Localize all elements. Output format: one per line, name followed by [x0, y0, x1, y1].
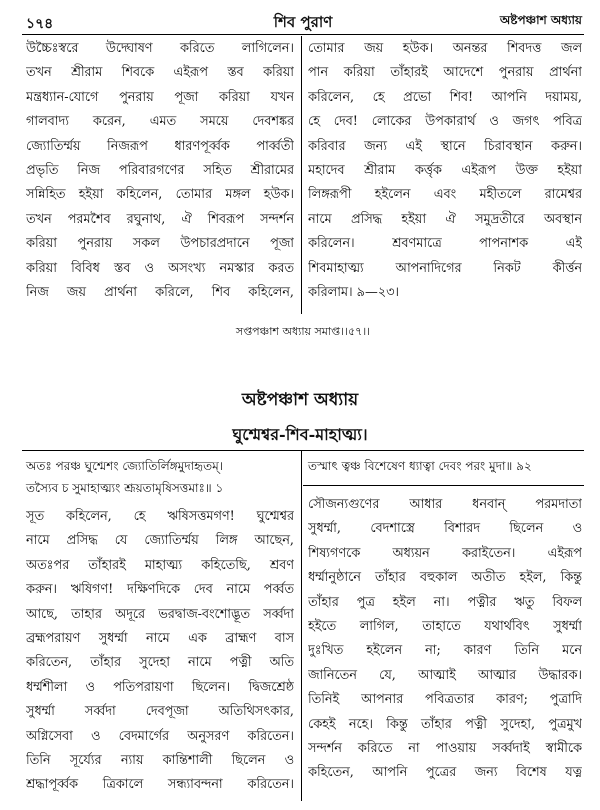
text-line: শিষ্যগণকে অধ্যয়ন করাইতেন। এইরূপ — [308, 545, 582, 561]
text-line: তাঁহার পুত্র হইল না। পত্নীর ঋতু বিফল — [308, 594, 582, 610]
text-line: গালবাদ্য করেন, এমত সময়ে দেবশঙ্কর — [26, 114, 294, 130]
text-line: কহিতেন, আপনি পুত্রের জন্য বিশেষ যত্ন — [308, 765, 582, 781]
text-line: নিজ জয় প্রার্থনা করিলে, শিব কহিলেন, — [26, 284, 294, 300]
shloka-line: তস্যৈব চ সুমাহাত্ম্যং শ্রূয়তামৃষিসত্তমাঃ॥ ১ — [26, 481, 224, 495]
top-right-column — [308, 37, 582, 305]
text-line: হে দেব! লোকের উপকারার্থ ও জগৎ পবিত্র — [308, 114, 582, 130]
text-line: তিনিই আপনার পবিত্রতার কারণ; পুত্রাদি — [308, 692, 582, 708]
section-rule — [22, 450, 584, 451]
page-number: ১৭৪ — [26, 16, 54, 32]
text-line: জ্যোতির্ম্ময় নিজরূপ ধারণপূর্ব্বক পার্ব্বতী — [26, 138, 294, 154]
text-line: শিবমাহাত্ম্য আপনাদিগের নিকট কীর্ত্তন — [308, 260, 582, 276]
text-line: সন্নিহিত হইয়া কহিলেন, তোমার মঙ্গল হউক। — [26, 187, 294, 203]
text-line: সূত কহিলেন, হে ঋষিসত্তমগণ! ঘুশ্মেশ্বর — [26, 509, 294, 524]
text-line: ধর্ম্মশীলা ও পতিপরায়ণা ছিলেন। দ্বিজশ্রেষ্ঠ — [26, 679, 294, 695]
column-divider-top — [301, 36, 302, 314]
text-line: অগ্নিসেবা ও বেদমার্গের অনুসরণ করিতেন। — [26, 728, 294, 744]
text-line: হইতে লাগিল, তাহাতে যথার্থবিৎ সুধর্ম্মা — [308, 618, 582, 634]
right-shloka-rule — [303, 485, 584, 486]
text-line: লিঙ্গরূপী হইলেন এবং মহীতলে রামেশ্বর — [308, 187, 582, 203]
text-line: করিয়া বিবিধ স্তব ও অসংখ্য নমস্কার করত — [26, 260, 294, 276]
text-line: সুধর্ম্মা সর্ব্বদা দেবপূজা অতিথিসৎকার, — [26, 704, 294, 720]
text-line: মহাদেব শ্রীরাম কর্ত্তৃক এইরূপ উক্ত হইয়া — [308, 162, 582, 178]
column-divider-bottom — [301, 451, 302, 801]
text-line: তোমার জয় হউক। অনন্তর শিবদত্ত জল — [308, 41, 582, 56]
page-header — [22, 6, 584, 34]
text-line: সৌজন্যগুণের আধার ধনবান্ পরমদাতা — [308, 497, 582, 512]
chapter-subtitle: ঘুশ্মেশ্বর-শিব-মাহাত্ম্য। — [232, 425, 368, 444]
text-line: উচ্চৈঃস্বরে উদ্ঘোষণ করিতে লাগিলেন। — [26, 41, 294, 56]
chapter-title: অষ্টপঞ্চাশ অধ্যায় — [241, 390, 359, 410]
text-line: দুঃখিত হইলেন না; কারণ তিনি মনে — [308, 643, 582, 659]
text-line: করিবার জন্য এই স্থানে চিরাবস্থান করুন। — [308, 138, 582, 154]
bottom-right-column — [308, 493, 582, 786]
book-title: শিব পুরাণ — [273, 13, 333, 31]
text-line: আছে, তাহার অদূরে ভরদ্বাজ-বংশোদ্ভূত সর্ব্বদা — [26, 606, 294, 622]
text-line: জানিতেন যে, আত্মাই আত্মার উদ্ধারক। — [308, 667, 582, 683]
text-line: তখন পরমশৈব রঘুনাথ, ঐ শিবরূপ সন্দর্শন — [26, 211, 294, 227]
text-line: তিনি সূর্য্যের ন্যায় কান্তিশালী ছিলেন ও — [26, 752, 294, 768]
text-line: করিলেন। শ্রবণমাত্রে পাপনাশক এই — [308, 236, 582, 252]
text-line: করিলেন, হে প্রভো শিব! আপনি দয়াময়, — [308, 89, 582, 105]
shloka-line: অতঃ পরঞ্চ ঘুশ্মেশং জ্যোতির্লিঙ্গমুদাহৃতম্‌। — [26, 459, 224, 473]
text-line: করিতেন, তাঁহার সুদেহা নামে পত্নী অতি — [26, 655, 294, 671]
text-line: নামে প্রসিদ্ধ যে জ্যোতির্ম্ময় লিঙ্গ আছেন, — [26, 533, 294, 549]
shloka-line: তস্মাৎ ত্বঞ্চ বিশেষেণ ধ্যাত্বা দেবং পরং মুদা॥ ৯২ — [308, 459, 532, 473]
header-rule — [22, 34, 584, 35]
running-chapter-title: অষ্টপঞ্চাশ অধ্যায় — [499, 13, 582, 27]
text-line: করিয়া পুনরায় সকল উপচারপ্রদানে পূজা — [26, 236, 294, 252]
text-line: তখন শ্রীরাম শিবকে এইরূপ স্তব করিয়া — [26, 65, 294, 81]
text-line: অতঃপর তাঁহারই মাহাত্ম্য কহিতেছি, শ্রবণ — [26, 557, 294, 573]
bottom-left-column — [26, 505, 294, 798]
text-line: পান করিয়া তাঁহারই আদেশে পুনরায় প্রার্থনা — [308, 65, 582, 81]
text-line: সন্দর্শন করিতে না পাওয়ায় সর্ব্বদাই স্বামীকে — [308, 740, 582, 756]
text-line: নামে প্রসিদ্ধ হইয়া ঐ সমুদ্রতীরে অবস্থান — [308, 211, 582, 227]
text-line: সুধর্ম্মা, বেদশাস্ত্রে বিশারদ ছিলেন ও — [308, 521, 582, 537]
chapter-end-note: সপ্তপঞ্চাশ অধ্যায় সমাপ্ত।।৫৭।। — [235, 325, 371, 338]
text-line: কেহই নহে। কিন্তু তাঁহার পত্নী সুদেহা, পুত্রমুখ — [308, 716, 582, 732]
text-line: মন্ত্রধ্যান-যোগে পুনরায় পূজা করিয়া যখন — [26, 89, 294, 105]
text-line: করিলাম। ৯—২৩। — [308, 284, 399, 300]
text-line: ব্রহ্মপরায়ণ সুধর্ম্মা নামে এক ব্রাহ্মণ বাস — [26, 630, 294, 646]
text-line: ধর্ম্মানুষ্ঠানে তাঁহার বহুকাল অতীত হইল, কিন্তু — [308, 570, 582, 586]
text-line: শ্রদ্ধাপূর্ব্বক ত্রিকালে সন্ধ্যাবন্দনা করিতেন। — [26, 777, 294, 793]
text-line: প্রভৃতি নিজ পরিবারগণের সহিত শ্রীরামের — [26, 162, 294, 178]
top-left-column — [26, 37, 294, 305]
text-line: করুন। ঋষিগণ! দক্ষিণদিকে দেব নামে পর্ব্বত — [26, 582, 294, 598]
